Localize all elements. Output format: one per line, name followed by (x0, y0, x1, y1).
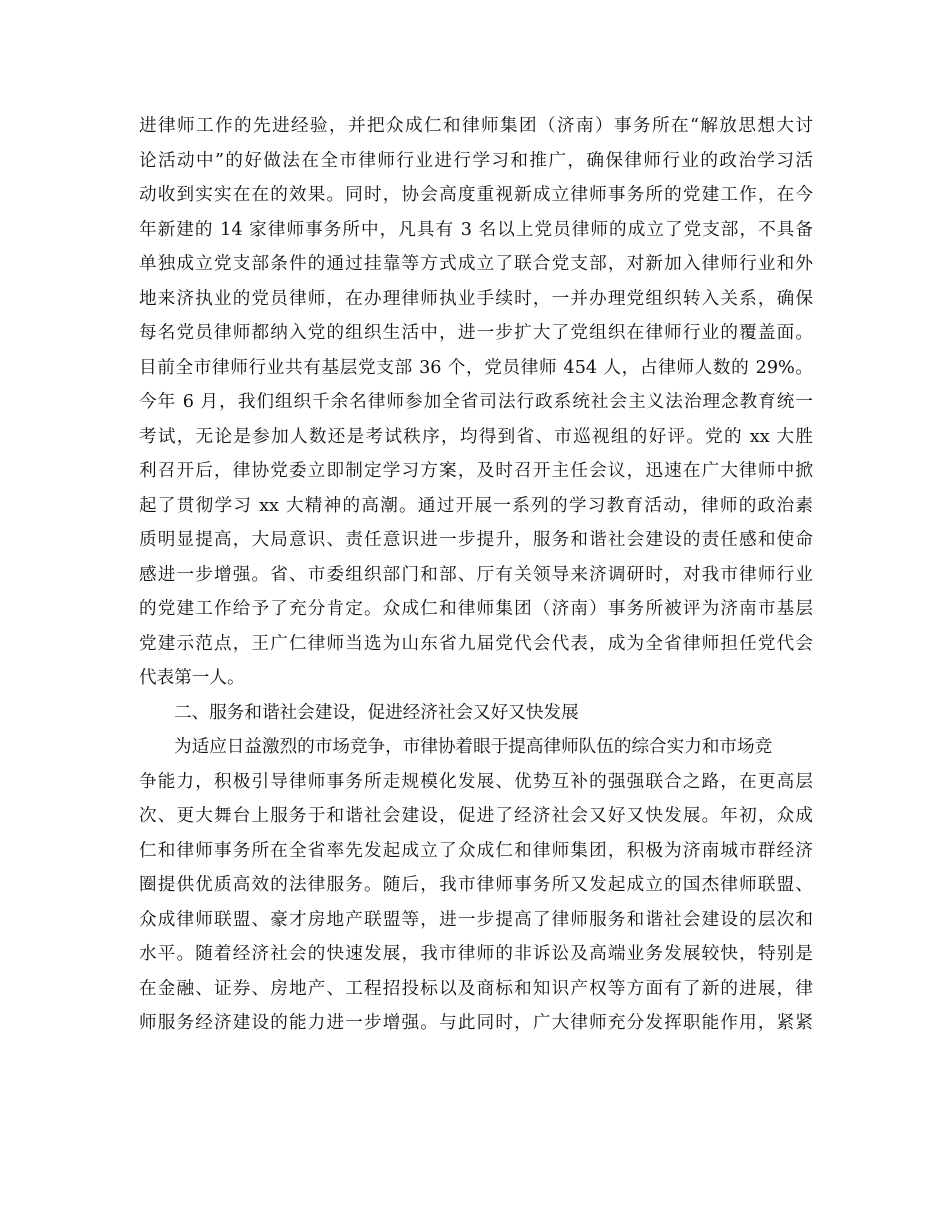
paragraph-line: 单独成立党支部条件的通过挂靠等方式成立了联合党支部，对新加入律师行业和外 (139, 254, 813, 274)
paragraph-line: 争能力，积极引导律师事务所走规模化发展、优势互补的强强联合之路，在更高层 (139, 771, 813, 792)
paragraph-line: 论活动中”的好做法在全市律师行业进行学习和推广，确保律师行业的政治学习活 (139, 150, 813, 171)
paragraph-line: 质明显提高，大局意识、责任意识进一步提升，服务和谐社会建设的责任感和使命 (139, 530, 813, 550)
paragraph-line: 水平。随着经济社会的快速发展，我市律师的非诉讼及高端业务发展较快，特别是 (139, 944, 813, 964)
paragraph-line: 圈提供优质高效的法律服务。随后，我市律师事务所又发起成立的国杰律师联盟、 (139, 875, 813, 895)
paragraph-line: 地来济执业的党员律师，在办理律师执业手续时，一并办理党组织转入关系，确保 (139, 288, 813, 309)
paragraph-line: 的党建工作给予了充分肯定。众成仁和律师集团（济南）事务所被评为济南市基层 (139, 599, 813, 619)
paragraph-line: 仁和律师事务所在全省率先发起成立了众成仁和律师集团，积极为济南城市群经济 (139, 840, 813, 861)
paragraph-first-line: 为适应日益激烈的市场竞争，市律协着眼于提高律师队伍的综合实力和市场竞 (174, 737, 773, 757)
paragraph-line: 今年 6 月，我们组织千余名律师参加全省司法行政系统社会主义法治理念教育统一 (139, 392, 813, 412)
paragraph-line: 利召开后，律协党委立即制定学习方案，及时召开主任会议，迅速在广大律师中掀 (139, 461, 813, 481)
paragraph-line: 起了贯彻学习 xx 大精神的高潮。通过开展一系列的学习教育活动，律师的政治素 (139, 495, 813, 516)
paragraph-line: 众成律师联盟、豪才房地产联盟等，进一步提高了律师服务和谐社会建设的层次和 (139, 909, 813, 930)
paragraph-line: 次、更大舞台上服务于和谐社会建设，促进了经济社会又好又快发展。年初，众成 (139, 806, 813, 826)
paragraph-last-line: 代表第一人。 (139, 668, 245, 688)
paragraph-line: 进律师工作的先进经验，并把众成仁和律师集团（济南）事务所在“解放思想大讨 (139, 116, 813, 136)
paragraph-line: 在金融、证券、房地产、工程招投标以及商标和知识产权等方面有了新的进展，律 (139, 978, 813, 999)
paragraph-line: 考试，无论是参加人数还是考试秩序，均得到省、市巡视组的好评。党的 xx 大胜 (139, 426, 813, 447)
section-heading: 二、服务和谐社会建设，促进经济社会又好又快发展 (174, 702, 579, 723)
paragraph-line: 师服务经济建设的能力进一步增强。与此同时，广大律师充分发挥职能作用，紧紧 (139, 1013, 813, 1033)
paragraph-line: 感进一步增强。省、市委组织部门和部、厅有关领导来济调研时，对我市律师行业 (139, 564, 813, 585)
paragraph-line: 动收到实实在在的效果。同时，协会高度重视新成立律师事务所的党建工作，在今 (139, 185, 813, 205)
paragraph-line: 目前全市律师行业共有基层党支部 36 个，党员律师 454 人，占律师人数的 29%。 (139, 357, 813, 378)
paragraph-line: 年新建的 14 家律师事务所中，凡具有 3 名以上党员律师的成立了党支部，不具备 (139, 219, 813, 240)
paragraph-line: 党建示范点，王广仁律师当选为山东省九届党代会代表，成为全省律师担任党代会 (139, 633, 813, 654)
paragraph-line: 每名党员律师都纳入党的组织生活中，进一步扩大了党组织在律师行业的覆盖面。 (139, 323, 813, 343)
document-body (139, 109, 813, 1041)
